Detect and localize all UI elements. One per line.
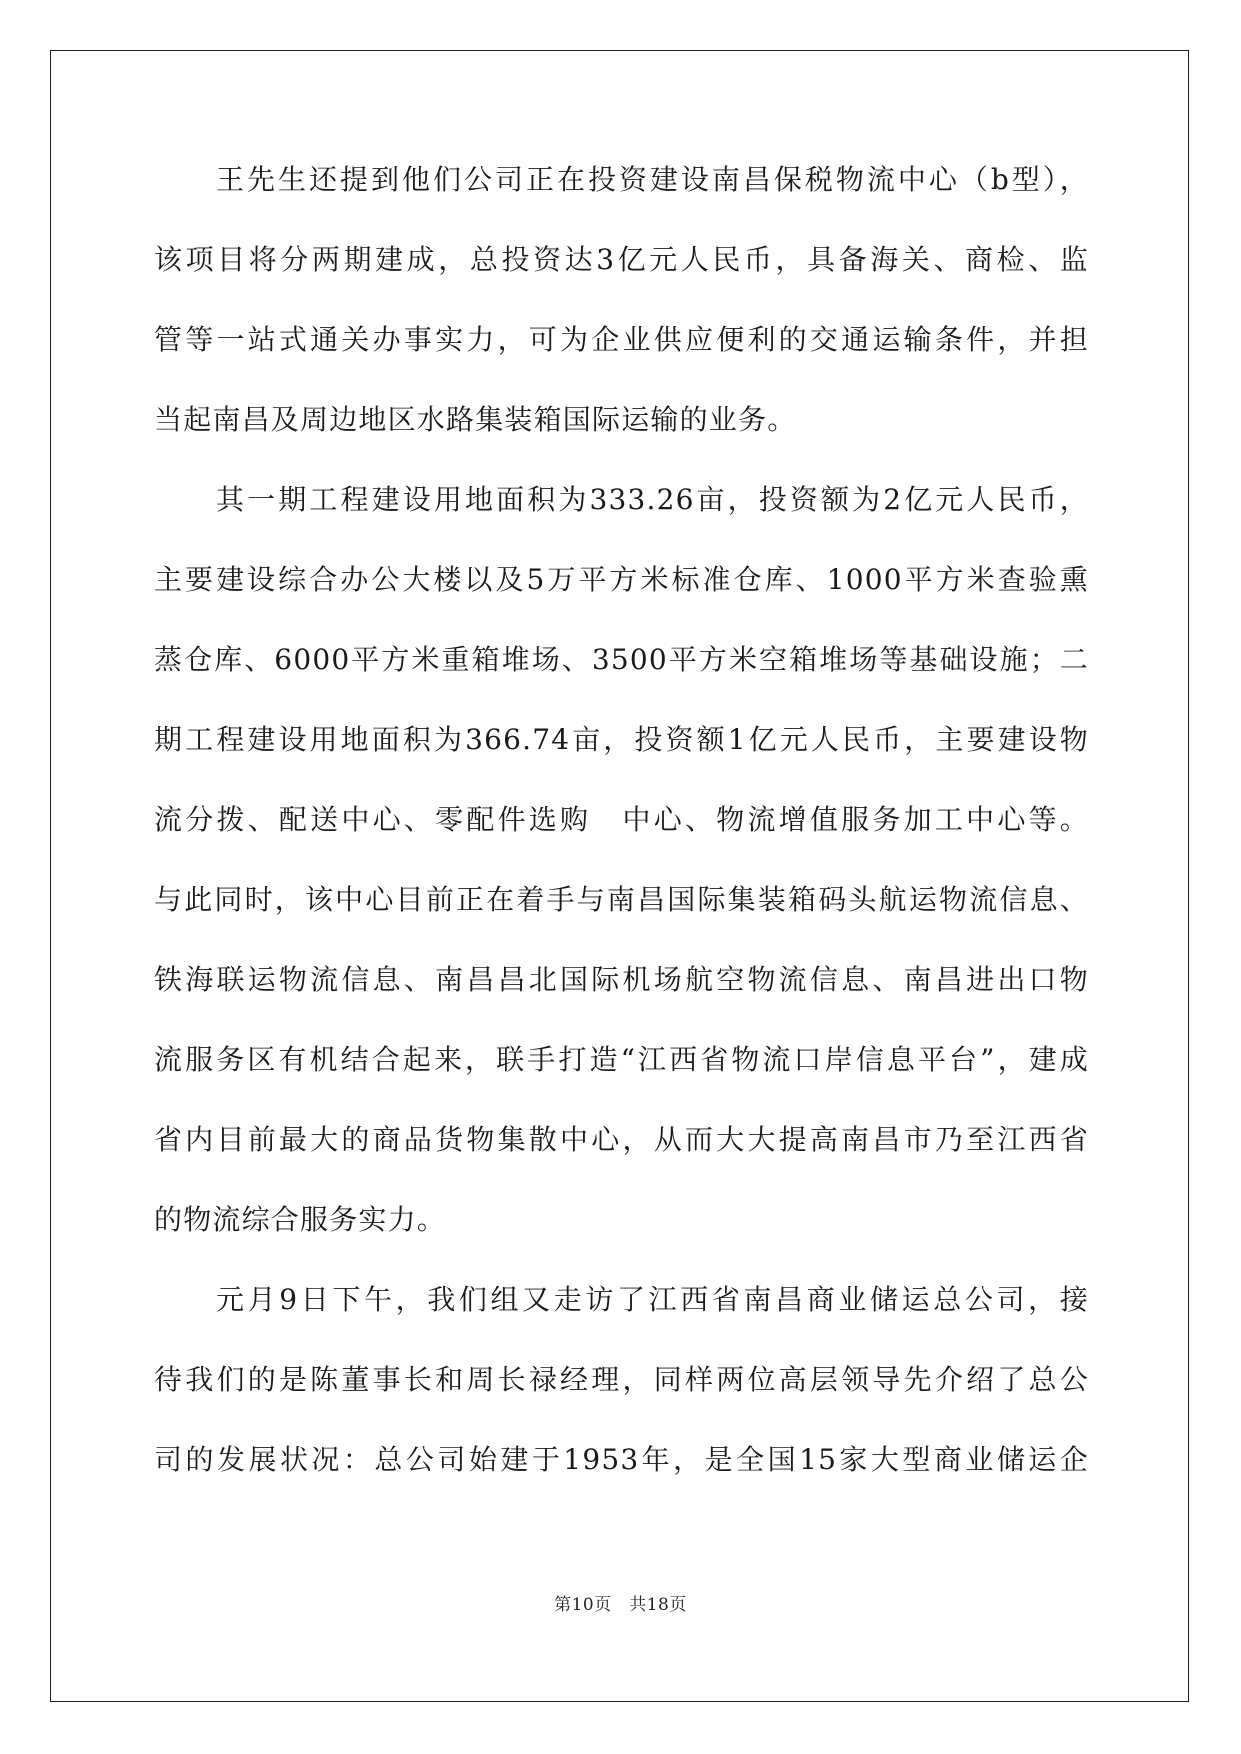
- text-line: 该项目将分两期建成，总投资达3亿元人民币，具备海关、商检、监: [154, 243, 1089, 276]
- text-line: 管等一站式通关办事实力，可为企业供应便利的交通运输条件，并担: [154, 323, 1089, 356]
- text-line: 与此同时，该中心目前正在着手与南昌国际集装箱码头航运物流信息、: [154, 883, 1089, 916]
- page-number-footer: 第10页 共18页: [554, 1595, 687, 1615]
- text-line: 王先生还提到他们公司正在投资建设南昌保税物流中心（b型），: [216, 163, 1089, 196]
- text-line: 的物流综合服务实力。: [154, 1203, 447, 1236]
- paragraph-3: [154, 1275, 1089, 1515]
- text-line: 期工程建设用地面积为366.74亩，投资额1亿元人民币，主要建设物: [154, 723, 1089, 756]
- text-line: 省内目前最大的商品货物集散中心，从而大大提高南昌市乃至江西省: [154, 1123, 1089, 1156]
- text-line: 流分拨、配送中心、零配件选购 中心、物流增值服务加工中心等。: [154, 803, 1089, 836]
- document-body: [154, 155, 1089, 1515]
- text-line: 元月9日下午，我们组又走访了江西省南昌商业储运总公司，接: [216, 1283, 1089, 1316]
- text-line: 流服务区有机结合起来，联手打造“江西省物流口岸信息平台”，建成: [154, 1043, 1089, 1076]
- text-line: 当起南昌及周边地区水路集装箱国际运输的业务。: [154, 403, 797, 436]
- text-line: 蒸仓库、6000平方米重箱堆场、3500平方米空箱堆场等基础设施；二: [154, 643, 1089, 676]
- text-line: 主要建设综合办公大楼以及5万平方米标准仓库、1000平方米查验熏: [154, 563, 1089, 596]
- text-line: 司的发展状况：总公司始建于1953年，是全国15家大型商业储运企: [154, 1443, 1089, 1476]
- paragraph-1: [154, 155, 1089, 475]
- text-line: 其一期工程建设用地面积为333.26亩，投资额为2亿元人民币，: [216, 483, 1089, 516]
- text-line: 待我们的是陈董事长和周长禄经理，同样两位高层领导先介绍了总公: [154, 1363, 1089, 1396]
- text-line: 铁海联运物流信息、南昌昌北国际机场航空物流信息、南昌进出口物: [154, 963, 1089, 996]
- paragraph-2: [154, 475, 1089, 1275]
